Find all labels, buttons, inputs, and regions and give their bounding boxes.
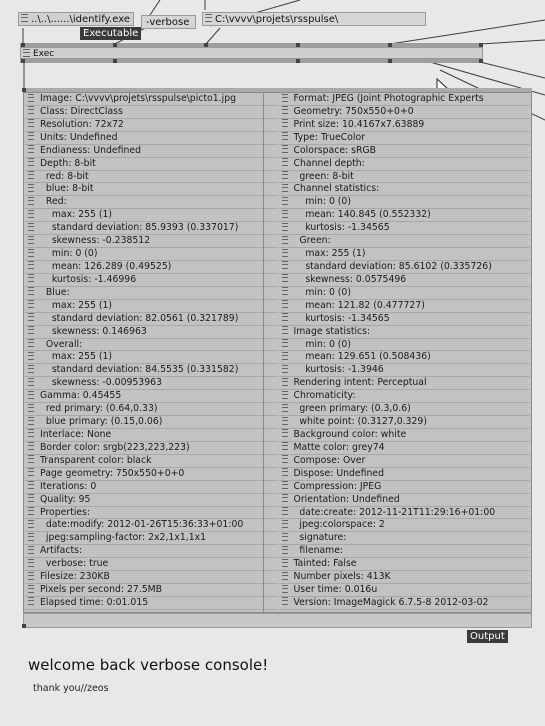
cell-text: Rendering intent: Perceptual — [293, 377, 427, 389]
row-handle-icon — [282, 559, 288, 567]
table-cell[interactable] — [279, 93, 531, 106]
node-icon — [23, 49, 30, 57]
cell-text: kurtosis: -1.34565 — [293, 222, 390, 234]
table-cell[interactable] — [25, 209, 277, 222]
row-handle-icon — [28, 261, 34, 269]
output-tooltip: Output — [467, 630, 508, 643]
row-handle-icon — [28, 585, 34, 593]
table-cell[interactable] — [279, 584, 531, 597]
row-handle-icon — [28, 223, 34, 231]
cell-text: Overall: — [40, 338, 83, 350]
cell-text: Pixels per second: 27.5MB — [40, 584, 163, 596]
row-handle-icon — [28, 158, 34, 166]
cell-text: Tainted: False — [293, 558, 357, 570]
row-handle-icon — [282, 481, 288, 489]
row-handle-icon — [28, 119, 34, 127]
row-handle-icon — [28, 429, 34, 437]
cell-text: Transparent color: black — [40, 454, 152, 466]
table-cell[interactable] — [25, 132, 277, 145]
row-handle-icon — [282, 442, 288, 450]
table-cell[interactable] — [279, 313, 531, 326]
row-handle-icon — [28, 455, 34, 463]
cell-text: blue: 8-bit — [40, 183, 94, 195]
cell-text: standard deviation: 82.0561 (0.321789) — [40, 312, 239, 324]
cell-text: skewness: 0.146963 — [40, 325, 147, 337]
cell-text: Quality: 95 — [40, 493, 91, 505]
row-handle-icon — [282, 520, 288, 528]
table-cell[interactable] — [279, 455, 531, 468]
cell-text: Blue: — [40, 286, 70, 298]
table-cell[interactable] — [279, 442, 531, 455]
table-cell[interactable] — [25, 119, 277, 132]
table-cell[interactable] — [279, 209, 531, 222]
row-handle-icon — [282, 223, 288, 231]
exec-input-pin[interactable] — [296, 43, 300, 47]
cell-text: skewness: -0.00953963 — [40, 377, 162, 389]
cell-text: Red: — [40, 196, 67, 208]
cell-text: min: 0 (0) — [293, 338, 351, 350]
table-cell[interactable] — [25, 351, 277, 364]
cell-text: min: 0 (0) — [293, 196, 351, 208]
table-cell[interactable] — [25, 481, 277, 494]
row-handle-icon — [28, 417, 34, 425]
row-handle-icon — [282, 339, 288, 347]
row-handle-icon — [282, 391, 288, 399]
row-handle-icon — [28, 533, 34, 541]
table-cell[interactable] — [25, 403, 277, 416]
table-cell[interactable] — [279, 287, 531, 300]
table-cell[interactable] — [25, 377, 277, 390]
cell-text: max: 255 (1) — [40, 351, 113, 363]
table-cell[interactable] — [279, 532, 531, 545]
cell-text: Print size: 10.4167x7.63889 — [293, 118, 425, 130]
row-handle-icon — [28, 236, 34, 244]
row-handle-icon — [282, 585, 288, 593]
cell-text: Geometry: 750x550+0+0 — [293, 105, 414, 117]
path-label: C:\vvvv\projets\rsspulse\ — [215, 14, 339, 25]
cell-text: Endianess: Undefined — [40, 144, 142, 156]
cell-text: mean: 126.289 (0.49525) — [40, 260, 172, 272]
cell-text: Properties: — [40, 506, 91, 518]
table-cell[interactable] — [279, 416, 531, 429]
cell-text: blue primary: (0.15,0.06) — [40, 416, 163, 428]
table-cell[interactable] — [279, 158, 531, 171]
cell-text: mean: 140.845 (0.552332) — [293, 209, 431, 221]
row-handle-icon — [282, 132, 288, 140]
cell-text: Resolution: 72x72 — [40, 118, 124, 130]
cell-text: Interlace: None — [40, 428, 112, 440]
table-cell[interactable] — [279, 145, 531, 158]
console-title: welcome back verbose console! — [28, 656, 269, 674]
table-cell[interactable] — [25, 545, 277, 558]
row-handle-icon — [282, 507, 288, 515]
table-cell[interactable] — [279, 326, 531, 339]
table-cell[interactable] — [279, 119, 531, 132]
cell-text: standard deviation: 85.9393 (0.337017) — [40, 222, 239, 234]
cell-text: Iterations: 0 — [40, 480, 97, 492]
row-handle-icon — [282, 417, 288, 425]
row-handle-icon — [28, 468, 34, 476]
table-cell[interactable] — [25, 558, 277, 571]
row-handle-icon — [282, 546, 288, 554]
row-handle-icon — [282, 158, 288, 166]
cell-text: min: 0 (0) — [40, 248, 98, 260]
cell-text: date:create: 2012-11-21T11:29:16+01:00 — [293, 506, 496, 518]
cell-text: Image: C:\vvvv\projets\rsspulse\picto1.jpg — [40, 93, 236, 104]
row-handle-icon — [282, 249, 288, 257]
row-handle-icon — [28, 94, 34, 102]
row-handle-icon — [282, 145, 288, 153]
row-handle-icon — [282, 365, 288, 373]
spread-output-pin[interactable] — [22, 624, 26, 628]
table-cell[interactable] — [279, 519, 531, 532]
table-cell[interactable] — [279, 468, 531, 481]
row-handle-icon — [28, 326, 34, 334]
table-cell[interactable] — [25, 106, 277, 119]
identify-exe-label: ..\..\......\identify.exe — [31, 14, 130, 25]
table-cell[interactable] — [25, 287, 277, 300]
row-handle-icon — [28, 197, 34, 205]
row-handle-icon — [28, 210, 34, 218]
row-handle-icon — [28, 507, 34, 515]
table-cell[interactable] — [279, 429, 531, 442]
cell-text: Channel depth: — [293, 157, 365, 169]
row-handle-icon — [28, 171, 34, 179]
row-handle-icon — [282, 572, 288, 580]
path-node[interactable] — [202, 12, 426, 26]
row-handle-icon — [28, 442, 34, 450]
exec-input-pin[interactable] — [479, 43, 483, 47]
table-cell[interactable] — [25, 429, 277, 442]
table-cell[interactable] — [279, 300, 531, 313]
cell-text: Page geometry: 750x550+0+0 — [40, 467, 185, 479]
exec-node[interactable] — [20, 47, 483, 59]
table-cell[interactable] — [279, 558, 531, 571]
table-cell[interactable] — [279, 132, 531, 145]
table-cell[interactable] — [279, 196, 531, 209]
cell-text: max: 255 (1) — [40, 299, 113, 311]
cell-text: mean: 121.82 (0.477727) — [293, 299, 425, 311]
exec-output-pin[interactable] — [21, 59, 25, 63]
node-icon — [21, 14, 28, 22]
table-cell[interactable] — [279, 339, 531, 352]
row-handle-icon — [282, 274, 288, 282]
cell-text: min: 0 (0) — [293, 286, 351, 298]
table-cell[interactable] — [25, 597, 277, 610]
row-handle-icon — [282, 468, 288, 476]
table-cell[interactable] — [279, 377, 531, 390]
exec-output-pin[interactable] — [113, 59, 117, 63]
row-handle-icon — [282, 184, 288, 192]
cell-text: Orientation: Undefined — [293, 493, 400, 505]
row-handle-icon — [282, 261, 288, 269]
row-handle-icon — [282, 210, 288, 218]
exec-input-pin[interactable] — [113, 43, 117, 47]
row-handle-icon — [282, 533, 288, 541]
cell-text: kurtosis: -1.34565 — [293, 312, 390, 324]
row-handle-icon — [28, 520, 34, 528]
row-handle-icon — [282, 94, 288, 102]
cell-text: red primary: (0.64,0.33) — [40, 403, 158, 415]
cell-text: standard deviation: 84.5535 (0.331582) — [40, 364, 239, 376]
table-cell[interactable] — [25, 390, 277, 403]
table-cell[interactable] — [279, 403, 531, 416]
table-cell[interactable] — [279, 351, 531, 364]
verbose-label: -verbose — [146, 17, 190, 28]
table-cell[interactable] — [25, 584, 277, 597]
table-cell[interactable] — [279, 274, 531, 287]
table-cell[interactable] — [25, 326, 277, 339]
table-cell[interactable] — [279, 183, 531, 196]
row-handle-icon — [28, 494, 34, 502]
table-cell[interactable] — [25, 532, 277, 545]
table-cell[interactable] — [25, 196, 277, 209]
cell-text: white point: (0.3127,0.329) — [293, 416, 427, 428]
row-handle-icon — [28, 132, 34, 140]
cell-text: Channel statistics: — [293, 183, 380, 195]
cell-text: red: 8-bit — [40, 170, 89, 182]
row-handle-icon — [28, 391, 34, 399]
cell-text: Matte color: grey74 — [293, 441, 385, 453]
cell-text: Units: Undefined — [40, 131, 118, 143]
table-cell[interactable] — [279, 545, 531, 558]
verbose-node[interactable] — [141, 15, 196, 29]
cell-text: Depth: 8-bit — [40, 157, 96, 169]
table-cell[interactable] — [279, 494, 531, 507]
table-cell[interactable] — [25, 158, 277, 171]
cell-text: Number pixels: 413K — [293, 571, 391, 583]
table-cell[interactable] — [279, 481, 531, 494]
cell-text: green primary: (0.3,0.6) — [293, 403, 411, 415]
cell-text: Colorspace: sRGB — [293, 144, 377, 156]
row-handle-icon — [282, 404, 288, 412]
table-cell[interactable] — [25, 571, 277, 584]
row-handle-icon — [282, 352, 288, 360]
row-handle-icon — [282, 429, 288, 437]
table-cell[interactable] — [25, 274, 277, 287]
cell-text: Dispose: Undefined — [293, 467, 385, 479]
cell-text: jpeg:sampling-factor: 2x2,1x1,1x1 — [40, 532, 207, 544]
exec-input-pin[interactable] — [388, 43, 392, 47]
cell-text: max: 255 (1) — [293, 248, 366, 260]
table-cell[interactable] — [25, 222, 277, 235]
table-cell[interactable] — [279, 248, 531, 261]
console-subtitle: thank you//zeos — [33, 683, 109, 694]
exec-input-pin[interactable] — [21, 43, 25, 47]
cell-text: signature: — [293, 532, 347, 544]
table-cell[interactable] — [25, 248, 277, 261]
table-cell[interactable] — [25, 507, 277, 520]
row-handle-icon — [282, 287, 288, 295]
executable-tooltip: Executable — [80, 27, 141, 40]
table-cell[interactable] — [25, 519, 277, 532]
cell-text: Gamma: 0.45455 — [40, 390, 122, 402]
cell-text: Artifacts: — [40, 545, 83, 557]
cell-text: date:modify: 2012-01-26T15:36:33+01:00 — [40, 519, 244, 531]
cell-text: Elapsed time: 0:01.015 — [40, 596, 149, 608]
row-handle-icon — [28, 300, 34, 308]
cell-text: kurtosis: -1.3946 — [293, 364, 384, 376]
row-handle-icon — [28, 352, 34, 360]
row-handle-icon — [28, 546, 34, 554]
cell-text: verbose: true — [40, 558, 109, 570]
row-handle-icon — [282, 326, 288, 334]
table-cell[interactable] — [279, 222, 531, 235]
table-cell[interactable] — [25, 145, 277, 158]
cell-text: skewness: -0.238512 — [40, 235, 151, 247]
cell-text: Image statistics: — [293, 325, 371, 337]
table-cell[interactable] — [25, 468, 277, 481]
exec-node-outputs — [20, 59, 483, 63]
cell-text: green: 8-bit — [293, 170, 354, 182]
cell-text: Green: — [293, 235, 331, 247]
row-handle-icon — [282, 597, 288, 605]
cell-text: Format: JPEG (Joint Photographic Experts — [293, 93, 484, 104]
cell-text: User time: 0.016u — [293, 584, 378, 596]
row-handle-icon — [282, 300, 288, 308]
row-handle-icon — [28, 145, 34, 153]
table-cell[interactable] — [25, 313, 277, 326]
row-handle-icon — [28, 287, 34, 295]
row-handle-icon — [28, 339, 34, 347]
exec-output-pin[interactable] — [388, 59, 392, 63]
row-handle-icon — [282, 236, 288, 244]
table-cell[interactable] — [279, 106, 531, 119]
table-cell[interactable] — [279, 507, 531, 520]
table-cell[interactable] — [279, 235, 531, 248]
row-handle-icon — [28, 365, 34, 373]
table-cell[interactable] — [279, 261, 531, 274]
row-handle-icon — [28, 106, 34, 114]
row-handle-icon — [28, 481, 34, 489]
row-handle-icon — [282, 455, 288, 463]
cell-text: Compose: Over — [293, 454, 366, 466]
table-cell[interactable] — [25, 93, 277, 106]
cell-text: max: 255 (1) — [40, 209, 113, 221]
table-cell[interactable] — [25, 364, 277, 377]
row-handle-icon — [28, 274, 34, 282]
cell-text: Border color: srgb(223,223,223) — [40, 441, 190, 453]
cell-text: skewness: 0.0575496 — [293, 273, 407, 285]
row-handle-icon — [28, 313, 34, 321]
cell-text: Class: DirectClass — [40, 105, 123, 117]
table-cell[interactable] — [25, 171, 277, 184]
row-handle-icon — [282, 313, 288, 321]
table-cell[interactable] — [279, 390, 531, 403]
exec-input-pin[interactable] — [204, 43, 208, 47]
output-spread-table[interactable] — [23, 92, 532, 613]
table-cell[interactable] — [25, 235, 277, 248]
table-cell[interactable] — [279, 364, 531, 377]
table-cell[interactable] — [279, 597, 531, 610]
identify-exe-node[interactable] — [18, 12, 134, 26]
table-cell[interactable] — [279, 171, 531, 184]
cell-text: jpeg:colorspace: 2 — [293, 519, 385, 531]
row-handle-icon — [282, 119, 288, 127]
row-handle-icon — [28, 378, 34, 386]
row-handle-icon — [28, 249, 34, 257]
table-cell[interactable] — [25, 455, 277, 468]
cell-text: Background color: white — [293, 428, 407, 440]
cell-text: standard deviation: 85.6102 (0.335726) — [293, 260, 492, 272]
node-icon — [205, 14, 212, 22]
exec-output-pin[interactable] — [296, 59, 300, 63]
cell-text: Compression: JPEG — [293, 480, 382, 492]
table-cell[interactable] — [25, 300, 277, 313]
row-handle-icon — [282, 106, 288, 114]
row-handle-icon — [282, 171, 288, 179]
cell-text: Chromaticity: — [293, 390, 356, 402]
cell-text: Filesize: 230KB — [40, 571, 110, 583]
cell-text: kurtosis: -1.46996 — [40, 273, 137, 285]
table-cell[interactable] — [25, 261, 277, 274]
row-handle-icon — [28, 184, 34, 192]
table-cell[interactable] — [279, 571, 531, 584]
cell-text: Type: TrueColor — [293, 131, 365, 143]
cell-text: filename: — [293, 545, 344, 557]
cell-text: mean: 129.651 (0.508436) — [293, 351, 431, 363]
row-handle-icon — [28, 572, 34, 580]
row-handle-icon — [282, 494, 288, 502]
table-cell[interactable] — [25, 183, 277, 196]
cell-text: Version: ImageMagick 6.7.5-8 2012-03-02 — [293, 596, 489, 608]
row-handle-icon — [28, 559, 34, 567]
column-divider — [263, 93, 264, 612]
exec-output-pin[interactable] — [479, 59, 483, 63]
row-handle-icon — [28, 404, 34, 412]
table-cell[interactable] — [25, 416, 277, 429]
row-handle-icon — [282, 197, 288, 205]
row-handle-icon — [282, 378, 288, 386]
spread-outputs — [23, 613, 532, 628]
exec-label: Exec — [33, 49, 55, 59]
row-handle-icon — [28, 597, 34, 605]
table-cell[interactable] — [25, 442, 277, 455]
table-cell[interactable] — [25, 494, 277, 507]
table-cell[interactable] — [25, 339, 277, 352]
